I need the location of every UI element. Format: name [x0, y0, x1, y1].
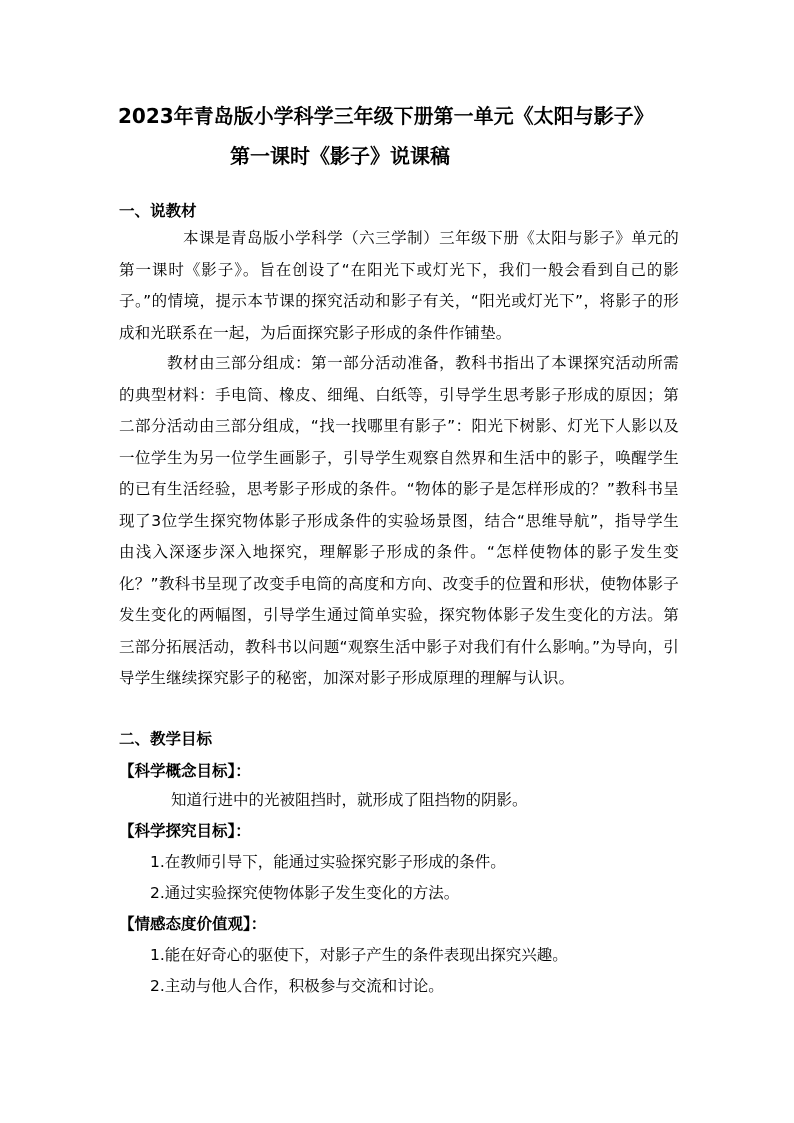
- section1-heading: 一、说教材: [119, 202, 197, 220]
- section2-heading: 二、教学目标: [119, 730, 213, 748]
- attitude-goal-item-2: 2.主动与他人合作，积极参与交流和讨论。: [150, 977, 444, 995]
- inquiry-goal-item-2: 2.通过实验探究使物体影子发生变化的方法。: [150, 884, 460, 902]
- section1-paragraph1: 本课是青岛版小学科学（六三学制）三年级下册《太阳与影子》单元的第一课时《影子》。旨在创设了“在阳光下或灯光下，我们一般会看到自己的影子。”的情境，提示本节课的探究活动和影子有关，“阳光或灯光下”，将影子的形成和光联系在一起，为后面探究影子形成的条件作铺垫。: [119, 229, 679, 342]
- document-title-line2: 第一课时《影子》说课稿: [230, 144, 450, 168]
- attitude-goal-heading: 【情感态度价值观】：: [119, 915, 267, 933]
- section1-paragraph2: 教材由三部分组成：第一部分活动准备，教科书指出了本课探究活动所需的典型材料：手电筒、橡皮、细绳、白纸等，引导学生思考影子形成的原因；第二部分活动由三部分组成，“找一找哪里有影子”：阳光下树影、灯光下人影以及一位学生为另一位学生画影子，引导学生观察自然界和生活中的影子，唤醒学生的已有生活经验，思考影子形成的条件。“物体的影子是怎样形成的？”教科书呈现了3位学生探究物体影子形成条件的实验场景图，结合“思维导航”，指导学生由浅入深逐步深入地探究，理解影子形成的条件。“怎样使物体的影子发生变化？”教科书呈现了改变手电筒的高度和方向、改变手的位置和形状，使物体影子发生变化的两幅图，引导学生通过简单实验，探究物体影子发生变化的方法。第三部分拓展活动，教科书以问题“观察生活中影子对我们有什么影响。”为导向，引导学生继续探究影子的秘密，加深对影子形成原理的理解与认识。: [119, 354, 679, 687]
- concept-goal-item: 知道行进中的光被阻挡时，就形成了阻挡物的阴影。: [171, 791, 528, 809]
- attitude-goal-item-1: 1.能在好奇心的驱使下，对影子产生的条件表现出探究兴趣。: [150, 946, 568, 964]
- inquiry-goal-item-1: 1.在教师引导下，能通过实验探究影子形成的条件。: [150, 853, 506, 871]
- inquiry-goal-heading: 【科学探究目标】：: [119, 822, 251, 840]
- document-title-line1: 2023年青岛版小学科学三年级下册第一单元《太阳与影子》: [118, 104, 654, 128]
- concept-goal-heading: 【科学概念目标】：: [119, 762, 251, 780]
